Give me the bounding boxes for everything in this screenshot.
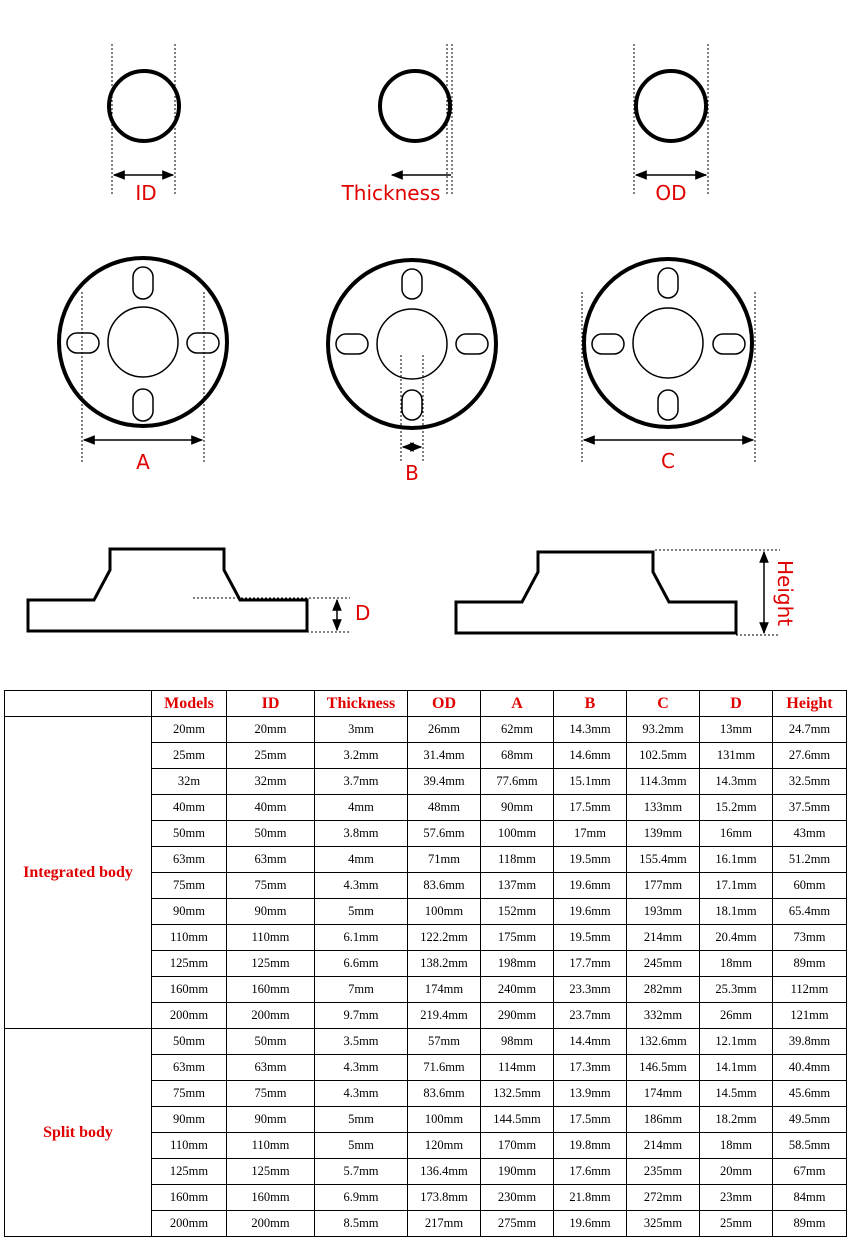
c-label: C — [661, 449, 675, 473]
table-cell: 71.6mm — [408, 1055, 481, 1081]
table-cell: 40mm — [152, 795, 227, 821]
table-cell: 6.6mm — [315, 951, 408, 977]
table-cell: 4.3mm — [315, 873, 408, 899]
table-cell: 18mm — [700, 951, 773, 977]
table-cell: 17mm — [554, 821, 627, 847]
table-cell: 160mm — [152, 977, 227, 1003]
table-cell: 93.2mm — [627, 717, 700, 743]
profile-height-diagram — [456, 550, 797, 635]
table-cell: 125mm — [227, 1159, 315, 1185]
table-cell: 77.6mm — [481, 769, 554, 795]
table-cell: 14.4mm — [554, 1029, 627, 1055]
table-cell: 51.2mm — [773, 847, 847, 873]
table-cell: 40mm — [227, 795, 315, 821]
table-cell: 26mm — [700, 1003, 773, 1029]
table-cell: 18.1mm — [700, 899, 773, 925]
table-cell: 217mm — [408, 1211, 481, 1237]
table-cell: 58.5mm — [773, 1133, 847, 1159]
d-label: D — [355, 601, 371, 625]
table-cell: 14.6mm — [554, 743, 627, 769]
table-cell: 90mm — [152, 899, 227, 925]
table-cell: 132.6mm — [627, 1029, 700, 1055]
table-cell: 83.6mm — [408, 1081, 481, 1107]
height-label: Height — [773, 560, 797, 627]
spec-table — [4, 690, 847, 1237]
table-cell: 125mm — [152, 951, 227, 977]
table-cell: 32.5mm — [773, 769, 847, 795]
table-cell: 160mm — [152, 1185, 227, 1211]
table-cell: 174mm — [408, 977, 481, 1003]
table-cell: 73mm — [773, 925, 847, 951]
table-cell: 84mm — [773, 1185, 847, 1211]
table-cell: 40.4mm — [773, 1055, 847, 1081]
table-cell: 102.5mm — [627, 743, 700, 769]
table-cell: 14.5mm — [700, 1081, 773, 1107]
table-cell: 24.7mm — [773, 717, 847, 743]
table-cell: 17.7mm — [554, 951, 627, 977]
table-cell: 114mm — [481, 1055, 554, 1081]
table-cell: 17.3mm — [554, 1055, 627, 1081]
table-cell: 19.6mm — [554, 899, 627, 925]
table-cell: 121mm — [773, 1003, 847, 1029]
table-cell: 6.1mm — [315, 925, 408, 951]
table-cell: 32m — [152, 769, 227, 795]
table-cell: 137mm — [481, 873, 554, 899]
table-cell: 5.7mm — [315, 1159, 408, 1185]
header-d: D — [700, 691, 773, 717]
table-cell: 5mm — [315, 899, 408, 925]
table-cell: 71mm — [408, 847, 481, 873]
table-cell: 37.5mm — [773, 795, 847, 821]
profile-d-diagram — [28, 549, 370, 632]
table-cell: 75mm — [152, 873, 227, 899]
table-cell: 75mm — [227, 873, 315, 899]
table-cell: 230mm — [481, 1185, 554, 1211]
table-cell: 90mm — [227, 1107, 315, 1133]
thickness-ring-diagram — [341, 44, 452, 205]
table-cell: 144.5mm — [481, 1107, 554, 1133]
table-cell: 240mm — [481, 977, 554, 1003]
table-cell: 45.6mm — [773, 1081, 847, 1107]
table-cell: 50mm — [152, 821, 227, 847]
table-cell: 25mm — [700, 1211, 773, 1237]
table-cell: 17.5mm — [554, 795, 627, 821]
table-cell: 4mm — [315, 795, 408, 821]
table-cell: 63mm — [152, 1055, 227, 1081]
table-cell: 19.8mm — [554, 1133, 627, 1159]
table-cell: 19.5mm — [554, 925, 627, 951]
table-cell: 13mm — [700, 717, 773, 743]
table-cell: 17.6mm — [554, 1159, 627, 1185]
table-cell: 272mm — [627, 1185, 700, 1211]
header-c: C — [627, 691, 700, 717]
table-cell: 18mm — [700, 1133, 773, 1159]
table-cell: 193mm — [627, 899, 700, 925]
table-cell: 32mm — [227, 769, 315, 795]
table-cell: 214mm — [627, 1133, 700, 1159]
table-cell: 3.8mm — [315, 821, 408, 847]
table-cell: 6.9mm — [315, 1185, 408, 1211]
table-cell: 118mm — [481, 847, 554, 873]
table-cell: 160mm — [227, 977, 315, 1003]
table-cell: 136.4mm — [408, 1159, 481, 1185]
group-label: Split body — [5, 1029, 152, 1237]
table-cell: 19.6mm — [554, 873, 627, 899]
header-id: ID — [227, 691, 315, 717]
table-cell: 17.1mm — [700, 873, 773, 899]
table-cell: 90mm — [227, 899, 315, 925]
table-cell: 219.4mm — [408, 1003, 481, 1029]
table-cell: 290mm — [481, 1003, 554, 1029]
table-cell: 160mm — [227, 1185, 315, 1211]
table-cell: 63mm — [152, 847, 227, 873]
table-cell: 57mm — [408, 1029, 481, 1055]
thickness-label: Thickness — [341, 181, 441, 205]
table-cell: 110mm — [152, 925, 227, 951]
table-cell: 155.4mm — [627, 847, 700, 873]
table-cell: 57.6mm — [408, 821, 481, 847]
table-cell: 4.3mm — [315, 1081, 408, 1107]
header-height: Height — [773, 691, 847, 717]
table-cell: 39.4mm — [408, 769, 481, 795]
table-cell: 152mm — [481, 899, 554, 925]
table-cell: 62mm — [481, 717, 554, 743]
table-cell: 112mm — [773, 977, 847, 1003]
table-cell: 332mm — [627, 1003, 700, 1029]
flange-a-diagram — [59, 258, 227, 474]
table-cell: 25mm — [152, 743, 227, 769]
table-row — [5, 717, 847, 743]
table-cell: 3mm — [315, 717, 408, 743]
table-cell: 50mm — [227, 1029, 315, 1055]
group-label: Integrated body — [5, 717, 152, 1029]
table-cell: 25mm — [227, 743, 315, 769]
table-cell: 15.2mm — [700, 795, 773, 821]
table-cell: 14.1mm — [700, 1055, 773, 1081]
b-label: B — [405, 461, 419, 485]
table-cell: 19.5mm — [554, 847, 627, 873]
table-cell: 90mm — [152, 1107, 227, 1133]
table-cell: 3.2mm — [315, 743, 408, 769]
id-ring-diagram — [109, 44, 179, 205]
header-od: OD — [408, 691, 481, 717]
table-cell: 39.8mm — [773, 1029, 847, 1055]
table-cell: 21.8mm — [554, 1185, 627, 1211]
flange-b-diagram — [328, 260, 496, 485]
table-cell: 114.3mm — [627, 769, 700, 795]
table-cell: 48mm — [408, 795, 481, 821]
table-cell: 325mm — [627, 1211, 700, 1237]
header-group-cell — [5, 691, 152, 717]
table-cell: 16.1mm — [700, 847, 773, 873]
table-cell: 198mm — [481, 951, 554, 977]
table-cell: 175mm — [481, 925, 554, 951]
table-cell: 14.3mm — [554, 717, 627, 743]
table-cell: 214mm — [627, 925, 700, 951]
table-cell: 138.2mm — [408, 951, 481, 977]
table-cell: 9.7mm — [315, 1003, 408, 1029]
table-cell: 174mm — [627, 1081, 700, 1107]
table-cell: 100mm — [408, 1107, 481, 1133]
table-cell: 89mm — [773, 1211, 847, 1237]
table-cell: 282mm — [627, 977, 700, 1003]
table-cell: 23.7mm — [554, 1003, 627, 1029]
table-header-row — [5, 691, 847, 717]
table-cell: 170mm — [481, 1133, 554, 1159]
header-models: Models — [152, 691, 227, 717]
table-cell: 125mm — [227, 951, 315, 977]
table-cell: 186mm — [627, 1107, 700, 1133]
table-cell: 15.1mm — [554, 769, 627, 795]
table-cell: 50mm — [152, 1029, 227, 1055]
table-cell: 68mm — [481, 743, 554, 769]
header-a: A — [481, 691, 554, 717]
table-cell: 120mm — [408, 1133, 481, 1159]
table-cell: 4mm — [315, 847, 408, 873]
header-thickness: Thickness — [315, 691, 408, 717]
table-cell: 125mm — [152, 1159, 227, 1185]
table-cell: 275mm — [481, 1211, 554, 1237]
table-cell: 16mm — [700, 821, 773, 847]
table-cell: 110mm — [227, 925, 315, 951]
table-cell: 27.6mm — [773, 743, 847, 769]
header-b: B — [554, 691, 627, 717]
table-cell: 177mm — [627, 873, 700, 899]
table-cell: 83.6mm — [408, 873, 481, 899]
table-cell: 25.3mm — [700, 977, 773, 1003]
table-cell: 200mm — [227, 1211, 315, 1237]
table-cell: 3.7mm — [315, 769, 408, 795]
table-cell: 14.3mm — [700, 769, 773, 795]
table-cell: 190mm — [481, 1159, 554, 1185]
table-cell: 75mm — [152, 1081, 227, 1107]
table-cell: 23.3mm — [554, 977, 627, 1003]
table-cell: 20mm — [152, 717, 227, 743]
table-cell: 63mm — [227, 1055, 315, 1081]
table-cell: 20mm — [227, 717, 315, 743]
table-cell: 245mm — [627, 951, 700, 977]
table-cell: 200mm — [152, 1003, 227, 1029]
table-cell: 5mm — [315, 1133, 408, 1159]
table-cell: 67mm — [773, 1159, 847, 1185]
table-cell: 139mm — [627, 821, 700, 847]
table-cell: 132.5mm — [481, 1081, 554, 1107]
table-cell: 146.5mm — [627, 1055, 700, 1081]
table-cell: 173.8mm — [408, 1185, 481, 1211]
table-cell: 110mm — [152, 1133, 227, 1159]
a-label: A — [136, 450, 150, 474]
table-cell: 89mm — [773, 951, 847, 977]
table-cell: 26mm — [408, 717, 481, 743]
table-cell: 8.5mm — [315, 1211, 408, 1237]
table-cell: 13.9mm — [554, 1081, 627, 1107]
table-cell: 19.6mm — [554, 1211, 627, 1237]
table-cell: 49.5mm — [773, 1107, 847, 1133]
id-label: ID — [135, 181, 157, 205]
od-ring-diagram — [634, 44, 708, 205]
table-cell: 63mm — [227, 847, 315, 873]
table-cell: 110mm — [227, 1133, 315, 1159]
table-cell: 3.5mm — [315, 1029, 408, 1055]
table-cell: 65.4mm — [773, 899, 847, 925]
table-body — [5, 717, 847, 1237]
table-cell: 43mm — [773, 821, 847, 847]
table-cell: 200mm — [227, 1003, 315, 1029]
table-cell: 100mm — [481, 821, 554, 847]
table-cell: 4.3mm — [315, 1055, 408, 1081]
od-label: OD — [655, 181, 687, 205]
table-cell: 200mm — [152, 1211, 227, 1237]
table-cell: 7mm — [315, 977, 408, 1003]
spec-table-container — [4, 690, 846, 1237]
table-row — [5, 1029, 847, 1055]
table-cell: 31.4mm — [408, 743, 481, 769]
table-cell: 131mm — [700, 743, 773, 769]
table-cell: 5mm — [315, 1107, 408, 1133]
flange-c-diagram — [582, 259, 755, 473]
table-cell: 60mm — [773, 873, 847, 899]
table-cell: 90mm — [481, 795, 554, 821]
table-cell: 122.2mm — [408, 925, 481, 951]
table-cell: 133mm — [627, 795, 700, 821]
table-cell: 98mm — [481, 1029, 554, 1055]
table-cell: 18.2mm — [700, 1107, 773, 1133]
table-cell: 12.1mm — [700, 1029, 773, 1055]
table-cell: 17.5mm — [554, 1107, 627, 1133]
table-cell: 50mm — [227, 821, 315, 847]
table-cell: 235mm — [627, 1159, 700, 1185]
table-cell: 20.4mm — [700, 925, 773, 951]
table-cell: 100mm — [408, 899, 481, 925]
table-cell: 20mm — [700, 1159, 773, 1185]
table-cell: 75mm — [227, 1081, 315, 1107]
table-cell: 23mm — [700, 1185, 773, 1211]
